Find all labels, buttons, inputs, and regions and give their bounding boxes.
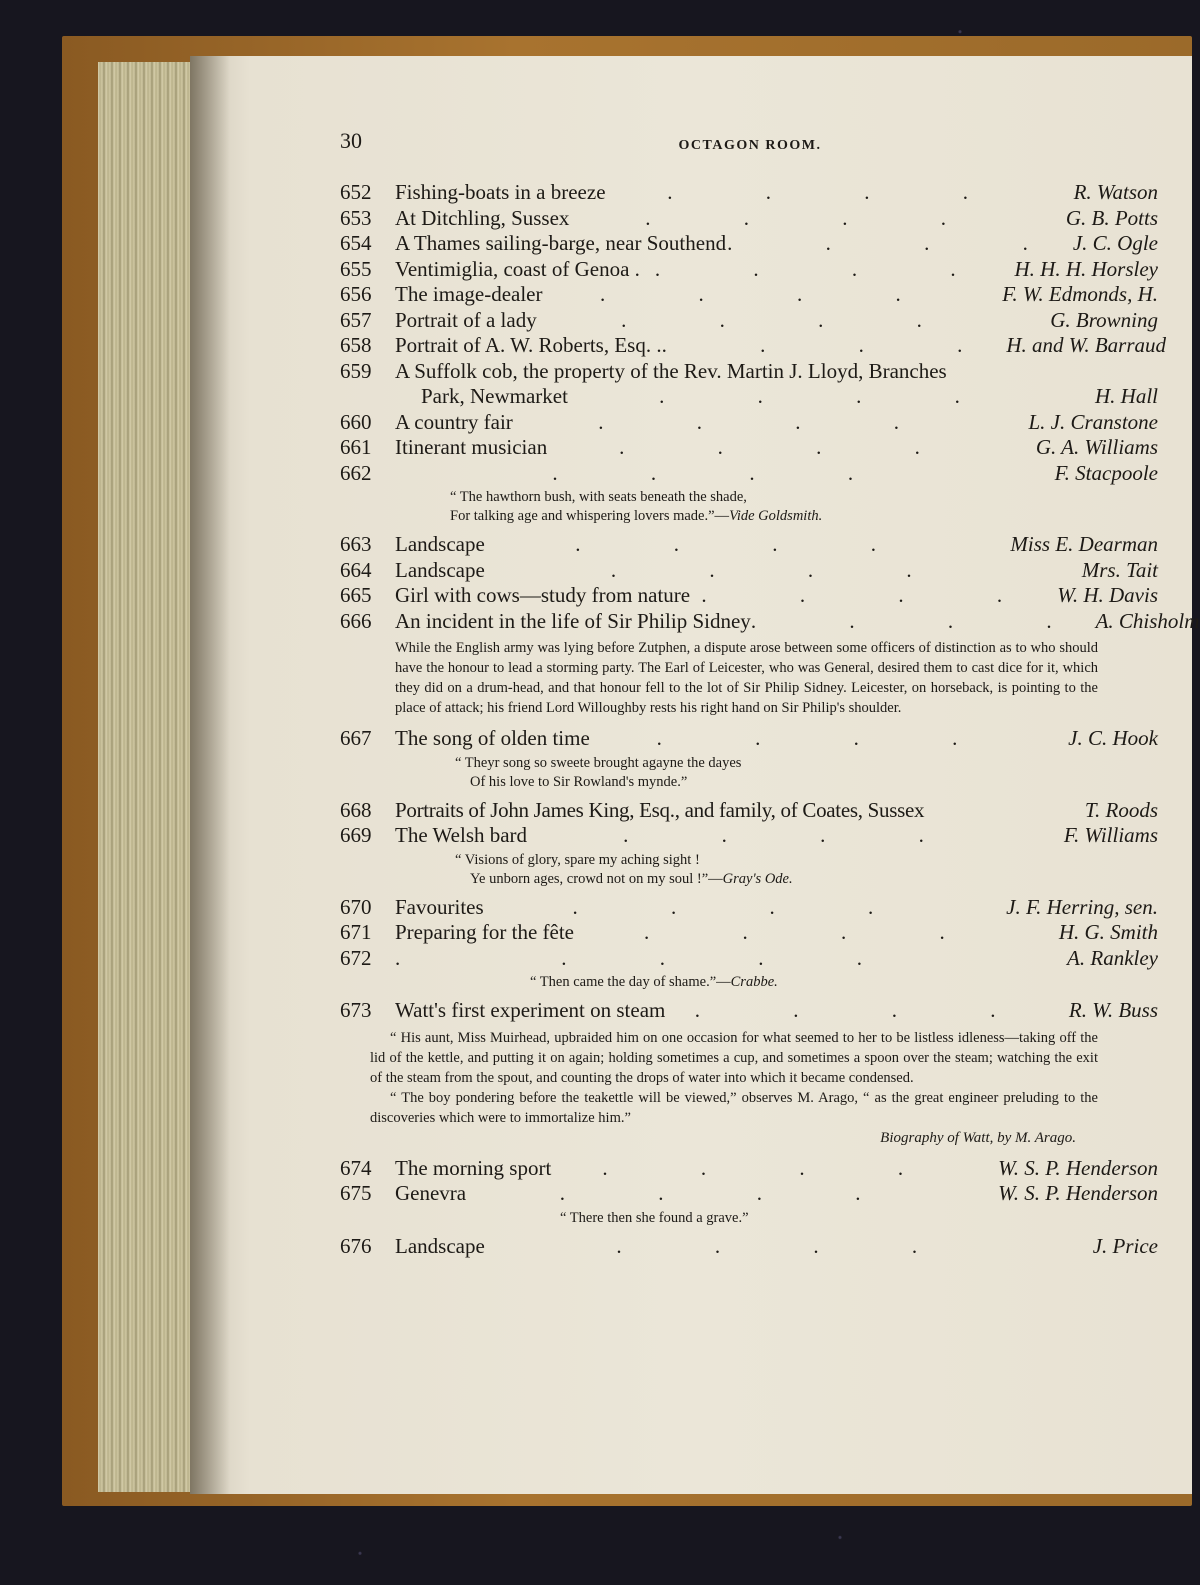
- description-source: Biography of Watt, by M. Arago.: [880, 1129, 1076, 1146]
- page-header: [340, 128, 1160, 158]
- catalogue-entry: [340, 359, 1158, 385]
- catalogue-entry: [340, 726, 1158, 752]
- entry-artist: R. W. Buss: [1068, 998, 1158, 1022]
- entry-title: Itinerant musician: [395, 435, 548, 459]
- entry-number: 659: [340, 358, 372, 383]
- entry-artist: Mrs. Tait: [1081, 557, 1158, 582]
- entry-artist: W. S. P. Henderson: [998, 1181, 1158, 1205]
- entry-title: Fishing-boats in a breeze: [395, 180, 606, 204]
- dot-leader: . . . .: [552, 460, 898, 485]
- dot-leader: . . . .: [610, 557, 956, 582]
- entry-title: The image-dealer: [395, 282, 543, 306]
- entry-title: Portrait of a lady: [395, 307, 537, 332]
- entry-artist: W. H. Davis: [1057, 583, 1158, 607]
- dot-leader: . . . .: [654, 256, 1000, 281]
- catalogue-entry: [340, 435, 1158, 461]
- entry-title: Landscape: [395, 1233, 485, 1258]
- quote-line: “ Theyr song so sweete brought agayne the dayes: [455, 754, 742, 771]
- entry-number: 676: [340, 1233, 372, 1258]
- page-gutter-shadow: [190, 56, 230, 1494]
- entry-title: Ventimiglia, coast of Genoa .: [395, 256, 640, 281]
- quote-675: [340, 1209, 1158, 1228]
- entry-title: Portrait of A. W. Roberts, Esq. .: [395, 333, 662, 357]
- dot-leader: . . . .: [572, 894, 918, 919]
- dot-leader: . . . .: [659, 384, 1004, 408]
- catalogue-entry: [340, 308, 1158, 334]
- catalogue-entry: [340, 461, 1158, 487]
- quote-source: Crabbe.: [730, 974, 778, 990]
- entry-artist: A. Rankley: [1067, 945, 1158, 970]
- entry-title: The song of olden time: [395, 726, 590, 750]
- quote-source: Vide Goldsmith.: [729, 508, 823, 524]
- entry-title: A Thames sailing-barge, near Southend: [395, 231, 727, 255]
- entry-artist: L. J. Cranstone: [1028, 409, 1158, 434]
- entry-artist: G. Browning: [1050, 307, 1158, 332]
- entry-title: An incident in the life of Sir Philip Sidney: [395, 608, 751, 633]
- catalogue-entry: [340, 206, 1158, 232]
- entry-number: 669: [340, 823, 372, 847]
- entry-title: Preparing for the fête: [395, 920, 575, 944]
- entry-artist: J. C. Ogle: [1072, 231, 1158, 255]
- entry-artist: H. and W. Barraud: [1006, 333, 1166, 357]
- entry-title: A country fair: [395, 409, 513, 434]
- catalogue-entry: [340, 920, 1158, 946]
- dot-leader: . . . .: [602, 1155, 948, 1180]
- catalogue-entries: [340, 180, 1200, 1259]
- entry-number: 653: [340, 205, 372, 230]
- dot-leader: . . . .: [598, 409, 944, 434]
- entry-number: 663: [340, 532, 372, 556]
- entry-title: A Suffolk cob, the property of the Rev. Martin J. Lloyd, Branches: [395, 358, 947, 383]
- entry-number: 662: [340, 460, 372, 485]
- entry-artist: J. F. Herring, sen.: [1006, 894, 1158, 919]
- catalogue-entry: [340, 823, 1158, 849]
- quote-text: Ye unborn ages, crowd not on my soul !”—: [470, 870, 723, 887]
- quote-669: [340, 851, 1158, 889]
- catalogue-entry: [340, 410, 1158, 436]
- quote-662: [340, 488, 1158, 526]
- entry-number: 668: [340, 797, 372, 822]
- entry-artist: A. Chisholm: [1095, 608, 1200, 633]
- entry-artist: F. Stacpoole: [1054, 460, 1158, 485]
- entry-number: 675: [340, 1181, 372, 1205]
- entry-number: 658: [340, 333, 372, 357]
- entry-artist: J. Price: [1092, 1233, 1158, 1258]
- dot-leader: . . . .: [619, 435, 964, 459]
- description-text: “ His aunt, Miss Muirhead, upbraided him on one occasion for what seemed to her to be listless idleness—taking off the lid of the kettle, and putting it on again; holding sometimes a cup, and sometimes a spoon over the steam; watching the exit of the steam from the spout, and counting the drops of water into which it became condensed.: [370, 1029, 1098, 1086]
- entry-artist: H. G. Smith: [1058, 920, 1158, 944]
- description-666: [340, 638, 1158, 718]
- catalogue-entry: [340, 333, 1166, 359]
- entry-number: 654: [340, 231, 372, 255]
- entry-title: Favourites: [395, 894, 484, 919]
- catalogue-entry: [340, 558, 1158, 584]
- quote-672: [340, 973, 1158, 992]
- dot-leader: . . . .: [667, 180, 1012, 204]
- entry-number: 657: [340, 307, 372, 332]
- catalogue-entry: [340, 257, 1158, 283]
- description-text: While the English army was lying before Zutphen, a dispute arose between some officers of distinction as to who should have the honour to lead a storming party. The Earl of Leicester, who was General, desired them to cast dice for it, which they did on a drum-head, and that honour fell to the lot of Sir Philip Sidney. Leicester, on horseback, is pointing to the place of attack; his friend Lord Willoughby rests his right hand on Sir Philip's shoulder.: [395, 640, 1098, 716]
- catalogue-entry: [340, 583, 1158, 609]
- catalogue-entry: [340, 282, 1158, 308]
- dot-leader: . . . .: [616, 1233, 962, 1258]
- entry-artist: H. H. H. Horsley: [1014, 256, 1158, 281]
- catalogue-entry-continuation: [340, 384, 1158, 410]
- entry-title: Girl with cows—study from nature: [395, 583, 691, 607]
- quote-text: “ There then she found a grave.”: [560, 1209, 749, 1226]
- dot-leader: . . . .: [561, 945, 907, 970]
- entry-title-continued: Park, Newmarket: [421, 384, 568, 408]
- quote-source: Gray's Ode.: [722, 870, 793, 887]
- entry-artist: R. Watson: [1073, 180, 1158, 204]
- quote-667: [340, 754, 1158, 792]
- entry-title: The Welsh bard: [395, 823, 528, 847]
- quote-text: For talking age and whispering lovers made.”—: [450, 508, 730, 524]
- dot-leader: . . . .: [559, 1181, 905, 1205]
- catalogue-entry: [340, 608, 1200, 635]
- book-page: [190, 56, 1200, 1494]
- entry-artist: G. B. Potts: [1065, 205, 1158, 230]
- catalogue-entry: [340, 1234, 1158, 1260]
- entry-artist: F. W. Edmonds, H.: [1002, 282, 1158, 306]
- entry-artist: J. C. Hook: [1068, 726, 1158, 750]
- quote-text: “ Then came the day of shame.”—: [530, 974, 731, 990]
- entry-number: 672: [340, 945, 372, 970]
- entry-number: 666: [340, 608, 372, 633]
- dot-leader: . . . .: [621, 307, 966, 332]
- entry-title: Landscape: [395, 557, 485, 582]
- running-head: OCTAGON ROOM.: [678, 138, 822, 153]
- catalogue-entry: [340, 180, 1158, 206]
- entry-title: .: [395, 945, 401, 970]
- entry-number: 655: [340, 256, 372, 281]
- entry-number: 665: [340, 583, 372, 607]
- catalogue-entry: [340, 998, 1158, 1024]
- dot-leader: . . . .: [656, 726, 1002, 750]
- entry-number: 673: [340, 998, 372, 1022]
- entry-number: 671: [340, 920, 372, 944]
- entry-artist: H. Hall: [1095, 384, 1158, 408]
- dot-leader: . . . .: [661, 333, 1007, 357]
- catalogue-entry: [340, 532, 1158, 558]
- entry-artist: G. A. Williams: [1035, 435, 1158, 459]
- dot-leader: . . . .: [750, 608, 1096, 633]
- entry-title: Portraits of John James King, Esq., and family, of Coates, Sussex: [395, 797, 925, 822]
- quote-line: [455, 870, 1158, 889]
- quote-line: [450, 507, 1158, 526]
- entry-number: 656: [340, 282, 372, 306]
- description-673: [340, 1028, 1158, 1148]
- dot-leader: . . . .: [694, 998, 1040, 1022]
- entry-number: 674: [340, 1155, 372, 1180]
- catalogue-entry: [340, 798, 1158, 824]
- dot-leader: . . . .: [645, 205, 990, 230]
- catalogue-entry: [340, 1181, 1158, 1207]
- entry-title: The morning sport: [395, 1155, 552, 1180]
- catalogue-entry: [340, 946, 1158, 972]
- dot-leader: . . . .: [623, 823, 968, 847]
- entry-artist: T. Roods: [1084, 797, 1158, 822]
- entry-number: 664: [340, 557, 372, 582]
- dot-leader: . . . .: [701, 583, 1047, 607]
- dot-leader: . . . .: [575, 532, 920, 556]
- entry-number: 660: [340, 409, 372, 434]
- page-number: 30: [340, 128, 362, 153]
- quote-line: Of his love to Sir Rowland's mynde.”: [470, 773, 688, 790]
- entry-artist: F. Williams: [1063, 823, 1158, 847]
- catalogue-entry: [340, 1156, 1158, 1182]
- entry-title: At Ditchling, Sussex: [395, 205, 570, 230]
- entry-artist: W. S. P. Henderson: [998, 1155, 1158, 1180]
- dot-leader: . . . .: [727, 231, 1072, 255]
- entry-number: 661: [340, 435, 372, 459]
- entry-artist: Miss E. Dearman: [1010, 532, 1158, 556]
- quote-line: “ The hawthorn bush, with seats beneath the shade,: [450, 489, 747, 505]
- entry-number: 667: [340, 726, 372, 750]
- entry-title: Watt's first experiment on steam: [395, 998, 666, 1022]
- dot-leader: . . . .: [644, 920, 989, 944]
- entry-number: 652: [340, 180, 372, 204]
- catalogue-entry: [340, 895, 1158, 921]
- entry-title: Landscape: [395, 532, 485, 556]
- entry-number: 670: [340, 894, 372, 919]
- entry-title: Genevra: [395, 1181, 467, 1205]
- description-text: “ The boy pondering before the teakettle will be viewed,” observes M. Arago, “ as the great engineer preluding to the discoveries which were to immortalize him.”: [370, 1089, 1098, 1126]
- catalogue-entry: [340, 231, 1158, 257]
- quote-line: “ Visions of glory, spare my aching sight !: [455, 851, 700, 868]
- dot-leader: . . . .: [599, 282, 945, 306]
